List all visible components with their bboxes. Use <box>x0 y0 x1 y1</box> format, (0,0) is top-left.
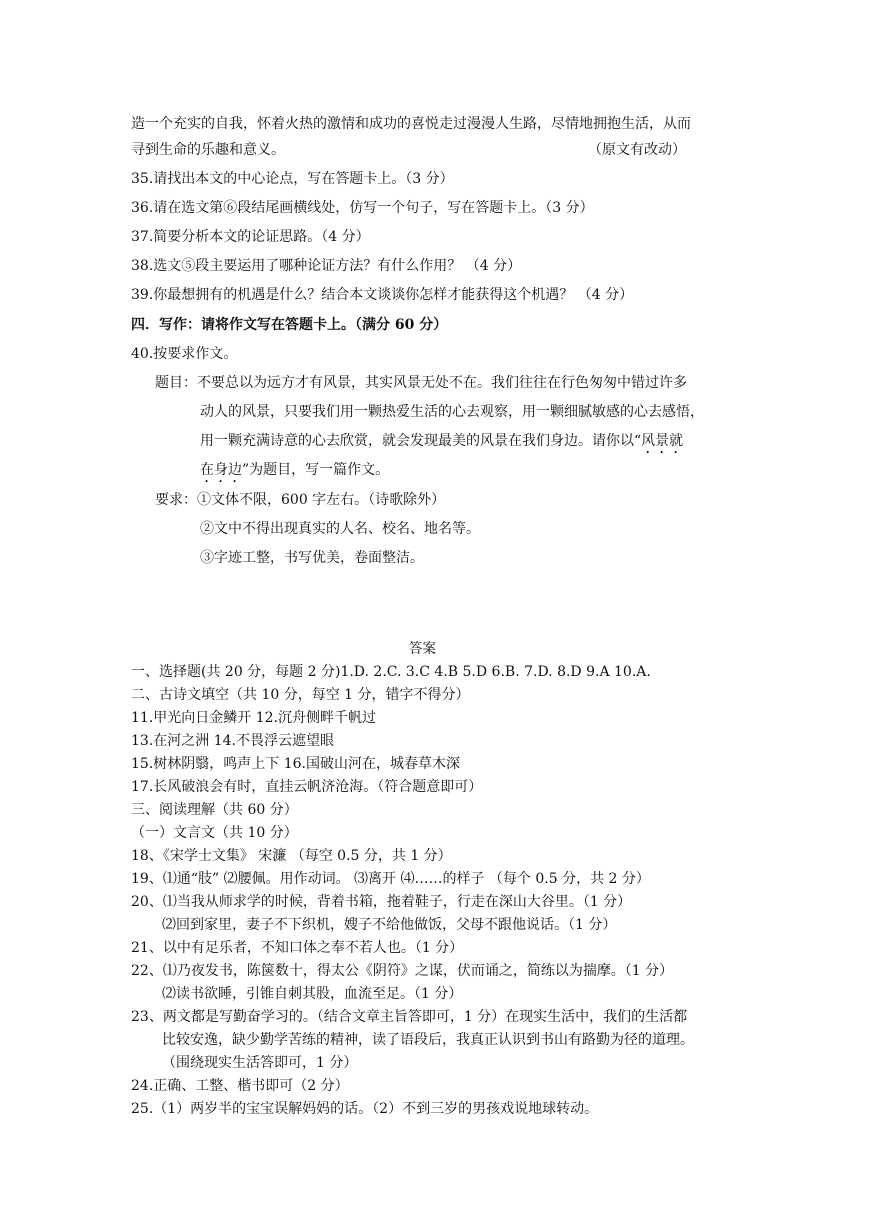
answer-line: 15.树林阴翳，鸣声上下 16.国破山河在，城春草木深 <box>131 756 460 772</box>
topic-line-1: 题目：不要总以为远方才有风景，其实风景无处不在。我们往往在行色匆匆中错过许多 <box>155 375 687 391</box>
requirement-line-3: ③字迹工整，书写优美，卷面整洁。 <box>200 550 424 566</box>
answer-line: 17.长风破浪会有时，直挂云帆济沧海。（符合题意即可） <box>131 779 483 795</box>
answer-line: 21、以中有足乐者，不知口体之奉不若人也。（1 分） <box>131 940 464 956</box>
intro-line-1: 造一个充实的自我，怀着火热的激情和成功的喜悦走过漫漫人生路，尽情地拥抱生活，从而 <box>131 116 691 132</box>
answer-line: 三、阅读理解（共 60 分） <box>131 802 298 818</box>
intro-source-note: （原文有改动） <box>588 142 686 158</box>
answer-line: （围绕现实生活答即可，1 分） <box>162 1055 358 1071</box>
answer-line: 18、《宋学士文集》 宋濂 （每空 0.5 分，共 1 分） <box>131 848 452 864</box>
question-36: 36.请在选文第⑥段结尾画横线处，仿写一个句子，写在答题卡上。（3 分） <box>131 200 594 216</box>
requirement-line-2: ②文中不得出现真实的人名、校名、地名等。 <box>200 521 480 537</box>
question-38: 38.选文⑤段主要运用了哪种论证方法？有什么作用？ （4 分） <box>131 258 522 274</box>
question-40: 40.按要求作文。 <box>131 346 238 362</box>
answer-line: 19、⑴通“肢” ⑵腰佩。用作动词。 ⑶离开 ⑷……的样子 （每个 0.5 分，共 2 分） <box>131 871 650 887</box>
answer-line: 11.甲光向日金鳞开 12.沉舟侧畔千帆过 <box>131 710 376 726</box>
answer-line: 22、⑴乃夜发书，陈箧数十，得太公《阴符》之谋，伏而诵之，简练以为揣摩。（1 分） <box>131 963 674 979</box>
answer-line: 一、选择题(共 20 分，每题 2 分)1.D. 2.C. 3.C 4.B 5.D 6.B. 7.D. 8.D 9.A 10.A. <box>131 664 651 680</box>
answer-line: 二、古诗文填空（共 10 分，每空 1 分，错字不得分） <box>131 687 470 703</box>
topic-line-2: 动人的风景，只要我们用一颗热爱生活的心去观察，用一颗细腻敏感的心去感悟， <box>200 404 704 420</box>
section-writing-heading: 四．写作：请将作文写在答题卡上。（满分 60 分） <box>131 317 448 333</box>
intro-line-2: 寻到生命的乐趣和意义。 <box>131 142 285 158</box>
answer-line: 25.（1）两岁半的宝宝误解妈妈的话。（2）不到三岁的男孩戏说地球转动。 <box>131 1101 599 1117</box>
topic-line-4 <box>200 461 389 486</box>
question-39: 39.你最想拥有的机遇是什么？结合本文谈谈你怎样才能获得这个机遇？ （4 分） <box>131 287 634 303</box>
question-35: 35.请找出本文的中心论点，写在答题卡上。（3 分） <box>131 171 454 187</box>
answers-title: 答案 <box>408 641 436 657</box>
topic-line-3-text: 用一颗充满诗意的心去欣赏，就会发现最美的风景在我们身边。请你以“ <box>200 433 642 449</box>
topic-line-4-text: ”为题目，写一篇作文。 <box>242 462 390 478</box>
requirement-line-1: 要求：①文体不限，600 字左右。（诗歌除外） <box>155 492 446 508</box>
answer-line: 13.在河之洲 14.不畏浮云遮望眼 <box>131 733 334 749</box>
answer-line: （一）文言文（共 10 分） <box>131 825 298 841</box>
question-37: 37.简要分析本文的论证思路。（4 分） <box>131 229 370 245</box>
answer-line: 24.正确、工整、楷书即可（2 分） <box>131 1078 349 1094</box>
answer-line: ⑵回到家里，妻子不下织机，嫂子不给他做饭，父母不跟他说话。（1 分） <box>162 917 617 933</box>
answer-line: ⑵读书欲睡，引锥自刺其股，血流至足。（1 分） <box>162 986 463 1002</box>
essay-title-part-2: 在身边 <box>200 462 242 478</box>
topic-line-3 <box>200 432 683 457</box>
answer-line: 23、两文都是写勤奋学习的。（结合文章主旨答即可，1 分）在现实生活中，我们的生活都 <box>131 1009 688 1025</box>
answer-line: 比较安逸，缺少勤学苦练的精神，读了语段后，我真正认识到书山有路勤为径的道理。 <box>162 1032 694 1048</box>
answer-line: 20、⑴当我从师求学的时候，背着书箱，拖着鞋子，行走在深山大谷里。（1 分） <box>131 894 632 910</box>
essay-title-part-1: 风景就 <box>641 433 684 449</box>
